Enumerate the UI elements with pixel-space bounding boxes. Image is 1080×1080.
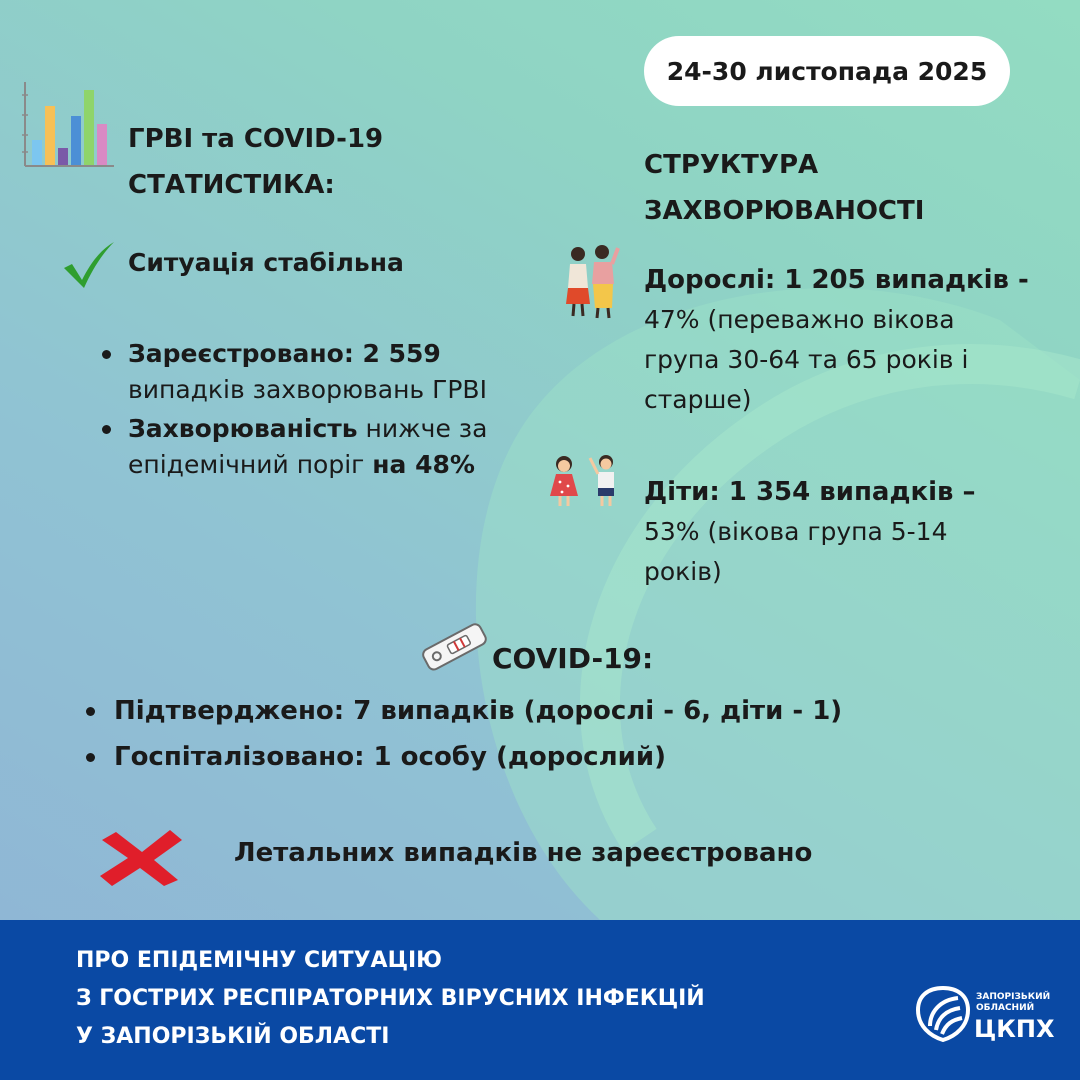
- statistics-title: [128, 116, 383, 208]
- check-icon: [62, 240, 116, 290]
- children-text: 53% (вікова група 5-14 років): [644, 517, 948, 586]
- children-bold: Діти: 1 354 випадків –: [644, 477, 976, 507]
- adults-block: [644, 260, 1064, 420]
- bar-chart-icon: [20, 80, 116, 170]
- structure-title-line1: СТРУКТУРА: [644, 150, 819, 180]
- logo-name: ЦКПХ: [974, 1015, 1055, 1043]
- incidence-value: на 48%: [372, 450, 475, 479]
- lethal-cases: Летальних випадків не зареєстровано: [234, 838, 813, 868]
- cross-icon: [98, 828, 184, 888]
- footer-title: [76, 942, 705, 1056]
- covid-test-icon: [418, 618, 490, 674]
- statistics-title-line2: СТАТИСТИКА:: [128, 170, 335, 200]
- logo-line1: ЗАПОРІЗЬКИЙ: [976, 992, 1051, 1002]
- adults-icon: [560, 242, 622, 320]
- logo-caption: [976, 992, 1050, 1014]
- children-block: [644, 472, 1064, 592]
- structure-title-line2: ЗАХВОРЮВАНОСТІ: [644, 196, 925, 226]
- children-icon: [548, 452, 624, 508]
- structure-title: [644, 142, 924, 234]
- list-item-registered: [100, 336, 540, 408]
- list-item-incidence: [100, 411, 540, 483]
- incidence-text: нижче за епідемічний поріг: [128, 414, 488, 479]
- covid-title: COVID-19:: [492, 642, 654, 675]
- logo-line2: ОБЛАСНИЙ: [976, 1003, 1035, 1013]
- ari-stats-list: [100, 336, 540, 486]
- registered-text: випадків захворювань ГРВІ: [128, 375, 487, 404]
- footer-line2: З ГОСТРИХ РЕСПІРАТОРНИХ ВІРУСНИХ ІНФЕКЦІЙ: [76, 986, 705, 1011]
- registered-bold: Зареєстровано: 2 559: [128, 339, 441, 368]
- adults-text: 47% (переважно вікова група 30-64 та 65 років і старше): [644, 305, 969, 414]
- date-range-badge: 24-30 листопада 2025: [644, 36, 1010, 106]
- covid-item-confirmed: Підтверджено: 7 випадків (дорослі - 6, діти - 1): [84, 688, 842, 734]
- logo-icon: [916, 986, 970, 1042]
- footer-banner: [0, 920, 1080, 1080]
- organization-logo: [914, 984, 1054, 1044]
- incidence-bold: Захворюваність: [128, 414, 358, 443]
- adults-bold: Дорослі: 1 205 випадків -: [644, 265, 1029, 295]
- situation-stable: Ситуація стабільна: [128, 248, 404, 277]
- footer-line1: ПРО ЕПІДЕМІЧНУ СИТУАЦІЮ: [76, 948, 443, 973]
- statistics-title-line1: ГРВІ та COVID-19: [128, 124, 384, 154]
- covid-list: [84, 688, 842, 780]
- footer-line3: У ЗАПОРІЗЬКІЙ ОБЛАСТІ: [76, 1024, 390, 1049]
- covid-item-hospitalized: Госпіталізовано: 1 особу (дорослий): [84, 734, 842, 780]
